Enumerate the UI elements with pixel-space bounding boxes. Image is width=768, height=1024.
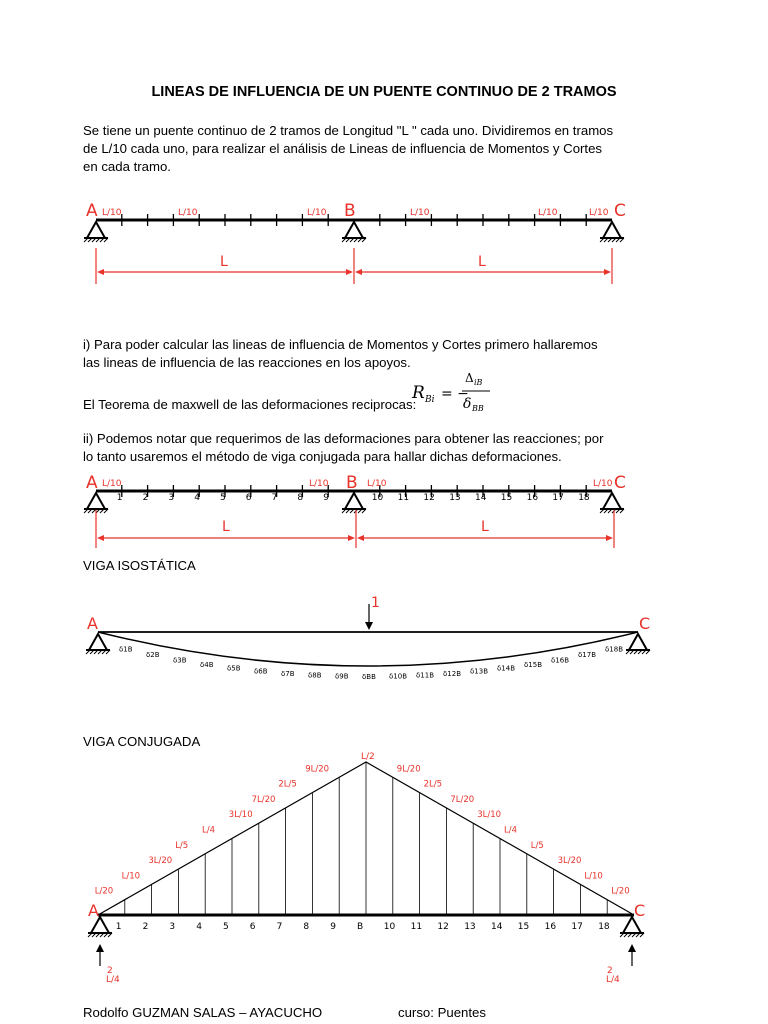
fig2-point-number: 12 bbox=[423, 493, 435, 503]
fig2-support-A bbox=[84, 493, 108, 513]
fig2-point-number: 3 bbox=[168, 493, 175, 503]
iso-label-C: C bbox=[639, 614, 651, 633]
fig2-label-B: B bbox=[346, 473, 358, 493]
conj-ordinate-left: 7L/20 bbox=[251, 794, 276, 805]
formula-num-sub: iB bbox=[474, 378, 483, 387]
fig1-seg-label-5: L/10 bbox=[538, 208, 558, 218]
fig1-support-B bbox=[342, 222, 366, 242]
conj-ordinate-left: L/20 bbox=[94, 886, 114, 897]
conj-label-C: C bbox=[634, 901, 646, 920]
conj-ordinate-right: L/20 bbox=[611, 886, 630, 897]
conj-point-number: 8 bbox=[303, 922, 310, 932]
fig1-seg-label-4: L/10 bbox=[410, 208, 430, 218]
fig2-seg-label-3: L/10 bbox=[367, 479, 387, 489]
iso-deflection-label: δ11B bbox=[416, 671, 434, 680]
conj-point-number: 17 bbox=[571, 922, 583, 932]
fig1-support-A bbox=[84, 222, 108, 242]
fig2-seg-label-1: L/10 bbox=[102, 479, 122, 489]
conj-triangle bbox=[98, 762, 634, 915]
fig2-point-number: 9 bbox=[323, 493, 329, 503]
formula-den: δ bbox=[463, 396, 472, 412]
viga-isostatica-heading: VIGA ISOSTÁTICA bbox=[83, 558, 196, 573]
fig1-label-B: B bbox=[344, 201, 356, 221]
conj-ordinate-left: 9L/20 bbox=[305, 764, 330, 775]
conj-point-number: 4 bbox=[196, 922, 202, 932]
conj-ordinate-right: L/5 bbox=[530, 840, 544, 851]
conj-point-number: 1 bbox=[115, 922, 122, 932]
fig1-support-C bbox=[600, 222, 624, 242]
fig2-support-B bbox=[342, 493, 366, 513]
fig1-seg-label-1: L/10 bbox=[102, 208, 122, 218]
viga-conjugada-heading: VIGA CONJUGADA bbox=[83, 734, 201, 749]
conj-point-number: 5 bbox=[223, 922, 229, 932]
conj-ordinate-right: 3L/20 bbox=[557, 856, 582, 867]
fig1-label-C: C bbox=[614, 201, 626, 221]
fig2-point-number: 5 bbox=[220, 493, 226, 503]
intro-line-2: de L/10 cada uno, para realizar el análisis de Lineas de influencia de Momentos y Cortes bbox=[83, 141, 603, 156]
conj-support-C bbox=[620, 917, 644, 937]
intro-line-3: en cada tramo. bbox=[83, 159, 171, 174]
fig2-point-number: 18 bbox=[578, 493, 590, 503]
iso-deflection-label: δ5B bbox=[227, 664, 241, 673]
conj-point-number: 14 bbox=[491, 922, 503, 932]
conj-point-number: 6 bbox=[249, 922, 256, 932]
fig2-point-number: 2 bbox=[142, 493, 149, 503]
iso-deflection-label: δ16B bbox=[551, 656, 569, 665]
fig2-point-number: 14 bbox=[475, 493, 487, 503]
conj-ordinate-left: 3L/10 bbox=[228, 810, 253, 821]
iso-deflection-label: δ4B bbox=[200, 660, 214, 669]
conj-reaction-left: L/4 bbox=[106, 975, 120, 985]
conj-reaction-arrow-left bbox=[96, 944, 104, 952]
fig1-label-A: A bbox=[86, 201, 98, 221]
conj-ordinate-left: L/5 bbox=[175, 840, 189, 851]
maxwell-text: El Teorema de maxwell de las deformaciones reciprocas: bbox=[83, 397, 417, 412]
step2-line-2: lo tanto usaremos el método de viga conjugada para hallar dichas deformaciones. bbox=[83, 449, 562, 464]
iso-deflection-label: δ14B bbox=[497, 664, 515, 673]
conj-apex-label: L/2 bbox=[361, 752, 375, 762]
conj-ordinate-right: 9L/20 bbox=[396, 764, 421, 775]
conj-ordinate-left: 2L/5 bbox=[278, 779, 297, 790]
fig2-point-number: 7 bbox=[271, 493, 278, 503]
fig2-point-number: 11 bbox=[397, 493, 410, 503]
conj-ordinate-left: 3L/20 bbox=[148, 856, 173, 867]
conj-point-number: 11 bbox=[410, 922, 423, 932]
fig2-point-number: 17 bbox=[552, 493, 564, 503]
conj-point-number: B bbox=[357, 922, 364, 932]
fig1-seg-label-2: L/10 bbox=[178, 208, 198, 218]
conj-reaction-right-super: 2 bbox=[607, 966, 613, 976]
conj-support-A bbox=[88, 917, 112, 937]
fig2-point-number: 6 bbox=[245, 493, 252, 503]
iso-deflection-label: δ12B bbox=[443, 669, 461, 678]
iso-deflection-label: δ15B bbox=[524, 660, 542, 669]
fig1-span-label-right: L bbox=[478, 254, 486, 270]
iso-load-label: 1 bbox=[371, 595, 380, 611]
fig2-label-A: A bbox=[86, 473, 98, 493]
conj-ordinate-right: L/4 bbox=[504, 825, 518, 836]
fig1-seg-label-3: L/10 bbox=[307, 208, 327, 218]
intro-line-1: Se tiene un puente continuo de 2 tramos de Longitud "L " cada uno. Dividiremos en tramos bbox=[83, 123, 614, 138]
footer-course: curso: Puentes bbox=[398, 1005, 486, 1020]
conj-ordinate-left: L/10 bbox=[121, 871, 141, 882]
iso-deflection-label: δ17B bbox=[578, 651, 596, 660]
step1-line-1: i) Para poder calcular las lineas de influencia de Momentos y Cortes primero hallaremos bbox=[83, 337, 598, 352]
iso-deflection-label: δ2B bbox=[146, 651, 160, 660]
iso-deflection-label: δ9B bbox=[335, 672, 349, 681]
iso-deflection-label: δBB bbox=[362, 673, 376, 681]
fig2-point-number: 4 bbox=[194, 493, 200, 503]
footer-author: Rodolfo GUZMAN SALAS – AYACUCHO bbox=[83, 1005, 323, 1020]
formula-lhs: R bbox=[412, 383, 425, 403]
conj-point-number: 3 bbox=[169, 922, 176, 932]
fig2-point-number: 13 bbox=[449, 493, 461, 503]
conj-ordinate-right: 7L/20 bbox=[450, 794, 475, 805]
iso-deflected-shape bbox=[98, 632, 638, 666]
fig1-span-label-left: L bbox=[220, 254, 228, 270]
fig2-point-number: 1 bbox=[116, 493, 123, 503]
iso-support-A bbox=[86, 634, 110, 654]
iso-support-C bbox=[626, 634, 650, 654]
maxwell-formula bbox=[410, 368, 500, 418]
fig2-span-label-left: L bbox=[222, 519, 230, 535]
fig2-point-number: 10 bbox=[371, 493, 384, 503]
formula-num: Δ bbox=[465, 371, 474, 385]
step1-line-2: las lineas de influencia de las reacciones en los apoyos. bbox=[83, 355, 411, 370]
fig2-point-number: 16 bbox=[526, 493, 539, 503]
conj-point-number: 16 bbox=[544, 922, 557, 932]
iso-deflection-label: δ6B bbox=[254, 667, 268, 676]
fig2-support-C bbox=[600, 493, 624, 513]
page-title: LINEAS DE INFLUENCIA DE UN PUENTE CONTINUO DE 2 TRAMOS bbox=[151, 84, 617, 100]
formula-den-sub: BB bbox=[472, 404, 484, 413]
fig2-seg-label-2: L/10 bbox=[309, 479, 329, 489]
conj-point-number: 18 bbox=[598, 922, 610, 932]
conj-point-number: 9 bbox=[330, 922, 336, 932]
step2-line-1: ii) Podemos notar que requerimos de las deformaciones para obtener las reacciones; por bbox=[83, 431, 604, 446]
conj-point-number: 7 bbox=[276, 922, 283, 932]
conj-point-number: 13 bbox=[464, 922, 476, 932]
fig2-point-number: 8 bbox=[297, 493, 304, 503]
conj-ordinate-right: 2L/5 bbox=[423, 779, 443, 790]
iso-label-A: A bbox=[87, 614, 98, 633]
conj-point-number: 12 bbox=[437, 922, 449, 932]
formula-lhs-sub: Bi bbox=[425, 395, 435, 405]
fig2-span-label-right: L bbox=[481, 519, 489, 535]
iso-deflection-label: δ18B bbox=[605, 645, 623, 654]
conj-point-number: 10 bbox=[383, 922, 396, 932]
iso-deflection-label: δ1B bbox=[119, 645, 133, 654]
iso-deflection-label: δ10B bbox=[389, 672, 407, 681]
fig2-seg-label-4: L/10 bbox=[593, 479, 613, 489]
conj-reaction-left-super: 2 bbox=[107, 966, 113, 976]
conj-ordinate-left: L/4 bbox=[202, 825, 216, 836]
conj-point-number: 2 bbox=[142, 922, 149, 932]
fig2-point-number: 15 bbox=[500, 493, 513, 503]
fig1-seg-label-6: L/10 bbox=[589, 208, 609, 218]
conj-ordinate-right: 3L/10 bbox=[477, 810, 502, 821]
iso-deflection-label: δ13B bbox=[470, 667, 488, 676]
fig2-label-C: C bbox=[614, 473, 626, 493]
conj-point-number: 15 bbox=[517, 922, 530, 932]
conj-label-A: A bbox=[88, 901, 99, 920]
iso-deflection-label: δ7B bbox=[281, 669, 295, 678]
conj-reaction-right: L/4 bbox=[606, 975, 620, 985]
conj-reaction-arrow-right bbox=[628, 944, 636, 952]
iso-deflection-label: δ8B bbox=[308, 671, 322, 680]
iso-deflection-label: δ3B bbox=[173, 656, 187, 665]
formula-eq: = − bbox=[441, 386, 469, 402]
conj-ordinate-right: L/10 bbox=[584, 871, 603, 882]
